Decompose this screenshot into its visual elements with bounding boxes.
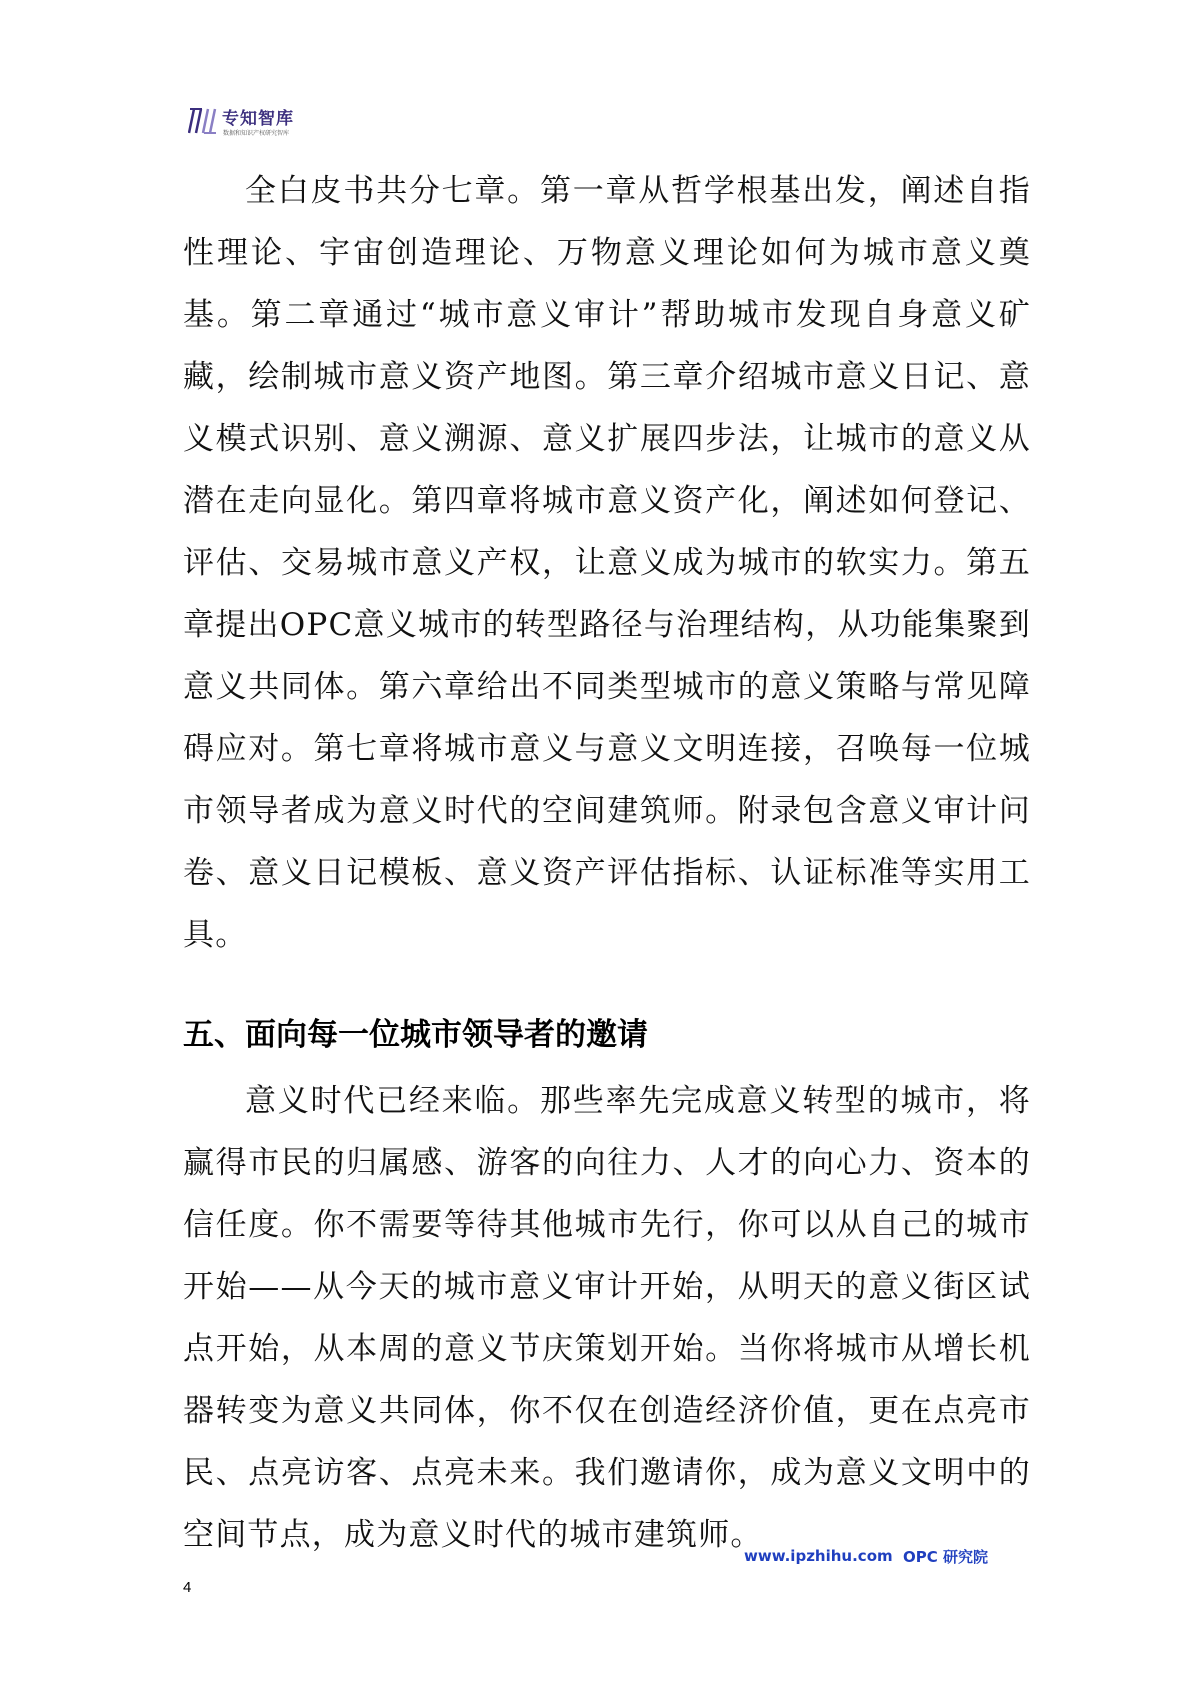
page-number: 4: [183, 1579, 192, 1596]
footer-organization: OPC 研究院: [903, 1548, 988, 1566]
section-heading: 五、面向每一位城市领导者的邀请: [183, 1017, 648, 1053]
logo-subtitle: 数据和知识产权研究智库: [223, 130, 290, 137]
zhihu-zz-logo-icon: [188, 106, 218, 136]
footer-website-link[interactable]: www.ipzhihu.com: [744, 1547, 893, 1565]
paragraph-chapters-overview: 全白皮书共分七章。第一章从哲学根基出发，阐述自指性理论、宇宙创造理论、万物意义理论如何为城市意义奠基。第二章通过“城市意义审计”帮助城市发现自身意义矿藏，绘制城市意义资产地图。第三章介绍城市意义日记、意义模式识别、意义溯源、意义扩展四步法，让城市的意义从潜在走向显化。第四章将城市意义资产化，阐述如何登记、评估、交易城市意义产权，让意义成为城市的软实力。第五章提出OPC意义城市的转型路径与治理结构，从功能集聚到意义共同体。第六章给出不同类型城市的意义策略与常见障碍应对。第七章将城市意义与意义文明连接，召唤每一位城市领导者成为意义时代的空间建筑师。附录包含意义审计问卷、意义日记模板、意义资产评估指标、认证标准等实用工具。: [183, 173, 1031, 953]
logo-title: 专知智库: [222, 109, 294, 129]
document-body: [183, 160, 1031, 1566]
paragraph-invitation: 意义时代已经来临。那些率先完成意义转型的城市，将赢得市民的归属感、游客的向往力、人才的向心力、资本的信任度。你不需要等待其他城市先行，你可以从自己的城市开始——从今天的城市意义审计开始，从明天的意义街区试点开始，从本周的意义节庆策划开始。当你将城市从增长机器转变为意义共同体，你不仅在创造经济价值，更在点亮市民、点亮访客、点亮未来。我们邀请你，成为意义文明中的空间节点，成为意义时代的城市建筑师。: [183, 1083, 1031, 1553]
